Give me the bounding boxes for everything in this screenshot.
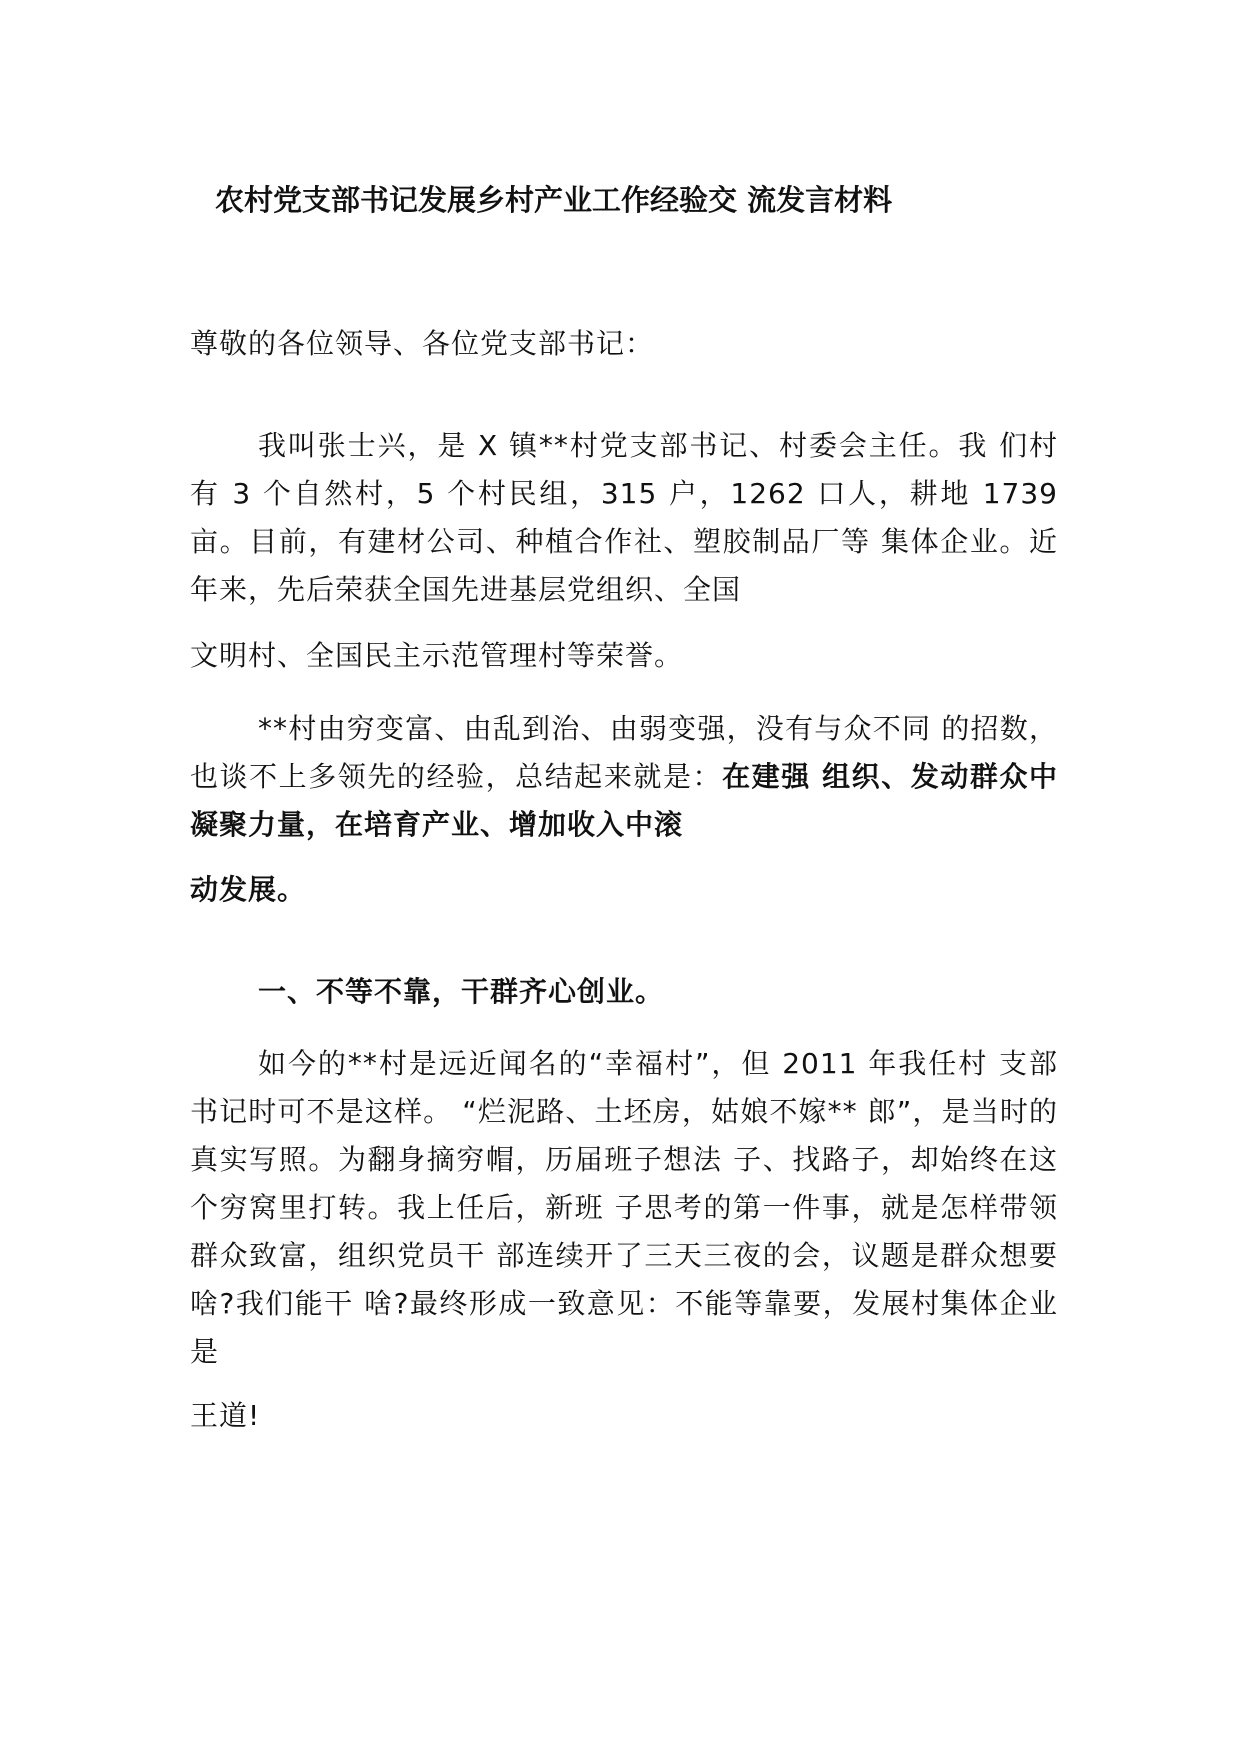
section-one-continuation: 王道!: [190, 1399, 261, 1432]
summary-text: **村由穷变富、由乱到治、由弱变强，没有与众不同 的招数，也谈不上多领先的经验，总结起来就是：: [190, 712, 1058, 793]
section-one-heading: 一、不等不靠，干群齐心创业。: [258, 975, 665, 1008]
document-title: 农村党支部书记发展乡村产业工作经验交 流发言材料: [215, 183, 893, 217]
intro-paragraph: 我叫张士兴，是 X 镇**村党支部书记、村委会主任。我 们村有 3 个自然村，5 个村民组，315 户，1262 口人，耕地 1739 亩。目前，有建材公司、种植合作社、塑胶制品厂等 集体企业。近年来，先后荣获全国先进基层党组织、全国: [190, 429, 1058, 606]
summary-continuation: 动发展。: [190, 873, 307, 906]
summary-emphasis: 在建强 组织、发动群众中凝聚力量，在培育产业、增加收入中滚: [190, 760, 1059, 841]
summary-paragraph: [190, 705, 1058, 849]
intro-continuation: 文明村、全国民主示范管理村等荣誉。: [190, 639, 684, 672]
section-one-paragraph: 如今的**村是远近闻名的“幸福村”，但 2011 年我任村 支部书记时可不是这样。 “烂泥路、土坯房，姑娘不嫁** 郎”，是当时的真实写照。为翻身摘穷帽，历届班子想法 子、找路子，却始终在这个穷窝里打转。我上任后，新班 子思考的第一件事，就是怎样带领群众致富，组织党员干 部连续开了三天三夜的会，议题是群众想要啥?我们能干 啥?最终形成一致意见：不能等靠要，发展村集体企业是: [190, 1047, 1058, 1368]
salutation: 尊敬的各位领导、各位党支部书记：: [190, 327, 655, 360]
